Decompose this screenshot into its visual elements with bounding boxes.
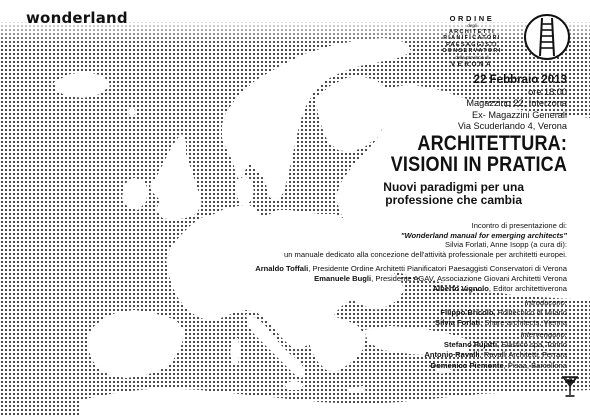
intervengono-row [424,350,567,360]
speakers-block [255,264,567,295]
intro-line: Incontro di presentazione di: [471,221,567,230]
ordine-line-4: CONSERVATORI [442,48,502,55]
introducono-heading: Introducono: [524,298,567,307]
person-role: , Ravalli Architetti, Ferrara [479,350,567,360]
person-name: Filippo Bricolo [440,308,494,318]
ordine-title: ORDINE [449,14,495,23]
person-name: Domenico Piemonte [430,360,504,370]
introducono-block [435,298,567,329]
title-block [362,133,567,175]
speaker-name: Arnaldo Toffali [255,264,309,273]
title-line-1: ARCHITETTURA: [417,132,567,155]
speaker-row [255,284,567,294]
intro-block [284,221,567,259]
book-title: "Wonderland manual for emerging architects" [400,230,567,240]
event-info [458,73,567,133]
subtitle-line-1: Nuovi paradigmi per una [383,180,524,194]
intervengono-block [424,330,567,371]
person-name: Antonio Ravalli [424,350,480,360]
subtitle-line-2: professione che cambia [385,193,522,207]
intervengono-heading: Intervengono: [520,330,567,339]
ordine-city: VERONA [450,60,494,68]
event-complex: Ex- Magazzini Generali [472,109,567,120]
person-role: , Share architects, Vienna [480,318,567,328]
introducono-row [435,308,567,318]
book-description: un manuale dedicato alla concezione dell'attività professionale per architetti europei. [283,249,567,259]
cocktail-glass-icon [562,376,578,398]
intervengono-row [424,340,567,350]
event-time: ore 18:00 [528,87,567,97]
book-editors: Silvia Forlati, Anne Isopp (a cura di): [445,240,567,250]
speaker-row [255,264,567,274]
speaker-role: , Presidente Ordine Architetti Pianificatori Paesaggisti Conservatori di Verona [308,264,567,273]
ordine-province: della provincia di [455,54,489,60]
event-date: 22 Febbraio 2013 [473,74,567,86]
speaker-name: Emanuele Bugli [314,274,372,284]
person-name: Silvia Forlati [435,318,481,328]
title-line-2: VISIONI IN PRATICA [390,153,567,176]
person-name: Stefano Pujatti [443,340,498,350]
ordine-logo-text [427,14,517,69]
speaker-row [255,274,567,284]
introducono-row [435,318,567,328]
person-role: , Pisaa, Barcellona [503,360,567,370]
speaker-role: , Presidente AGAV, Associazione Giovani Architetti Verona [371,274,567,284]
person-role: , Elastico spa, Torino [497,340,567,350]
speaker-name: Alberto Vignolo [432,284,489,294]
ordine-line-1: ARCHITETTI [448,29,496,35]
ordine-degli: degli [467,23,477,28]
intervengono-row [424,361,567,371]
subtitle-block [383,181,524,207]
ladder-seal-icon [522,12,572,62]
event-address: Via Scuderlando 4, Verona [457,121,567,132]
wonderland-logo: wonderland [26,9,128,27]
speaker-role: , Editor architettiverona [488,284,567,294]
person-role: , Politecnico di Milano [493,308,567,318]
ordine-line-3: PAESAGGISTI [446,41,498,48]
ordine-line-2: PIANIFICATORI [443,35,501,42]
event-venue: Magazzino 22, Interzona [466,98,567,109]
